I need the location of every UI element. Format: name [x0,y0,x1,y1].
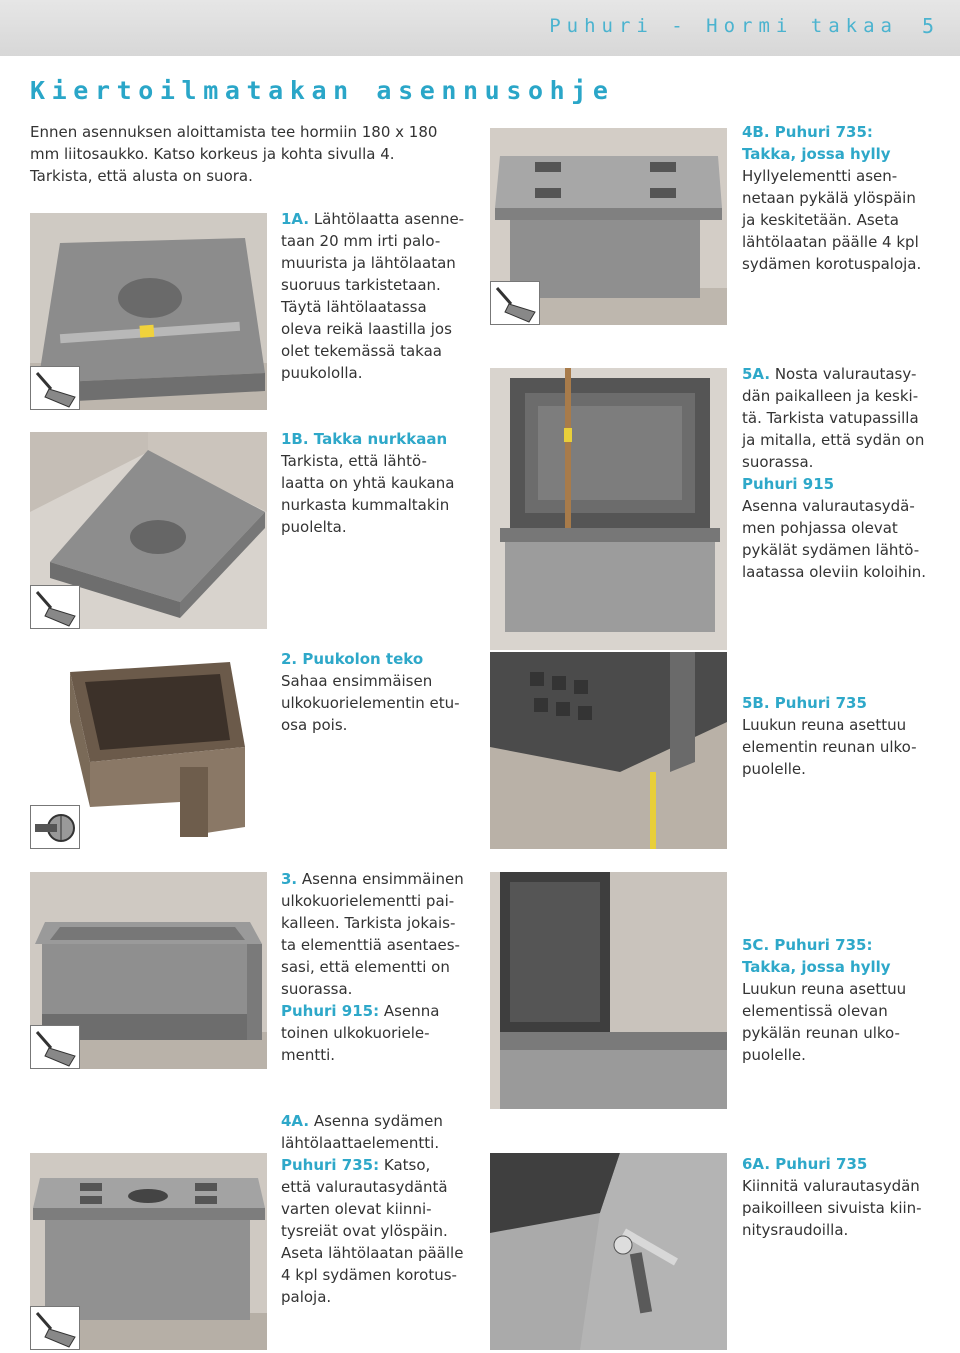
step-4a-text: 4A. Asenna sydämen lähtölaattaelementti. Puhuri 735: Katso, että valurautasydäntä varten olevat kiinni- tysreiät ovat ylöspäin. Aseta lähtölaatan päälle 4 kpl sydämen korotus- paloja. [281,1112,464,1306]
photo-2-wood-nook [30,652,267,849]
step-5a-text: 5A. Nosta valurautasy- dän paikalleen ja keski- tä. Tarkista vatupassilla ja mitalla, että sydän on suorassa. Puhuri 915 Asenna valurautasydä- men pohjassa olevat pykälät sydämen lähtö- laatassa oleviin koloihin. [742,365,927,581]
photo-3-outer-shell [30,872,267,1069]
step-1a-text: 1A. Lähtölaatta asenne- taan 20 mm irti palo- muurista ja lähtölaatan suoruus tarkistetaan. Täytä lähtölaatassa oleva reikä laastilla jos olet tekemässä takaa puukololla. [281,210,465,382]
angle-grinder-icon [30,805,80,849]
photo-1b-corner-slab [30,432,267,629]
photo-5b-door-edge [490,652,727,849]
document-title: Kiertoilmatakan asennusohje [30,76,615,105]
photo-6a-fastening [490,1153,727,1350]
trowel-icon [30,1306,80,1350]
step-3-text: 3. Asenna ensimmäinen ulkokuorielementti pai- kalleen. Tarkista jokais- ta elementtiä asentaes- sasi, että elementti on suorassa. Puhuri 915: Asenna toinen ulkokuoriele- mentti. [281,870,464,1064]
photo-5a-cast-iron-core [490,368,727,650]
step-5b-text: 5B. Puhuri 735 Luukun reuna asettuu elementin reunan ulko- puolelle. [742,694,917,778]
step-4b-text: 4B. Puhuri 735: Takka, jossa hylly Hyllyelementti asen- netaan pykälä ylöspäin ja keskitetään. Aseta lähtölaatan päälle 4 kpl sydämen korotuspaloja. [742,123,922,273]
step-1b-text: 1B. Takka nurkkaan Tarkista, että lähtö- laatta on yhtä kaukana nurkasta kummaltakin puolelta. [281,430,455,536]
step-5c-text: 5C. Puhuri 735: Takka, jossa hylly Luukun reuna asettuu elementissä olevan pykälän reunan ulko- puolelle. [742,936,907,1064]
trowel-icon [30,585,80,629]
page-number: 5 [921,14,934,38]
intro-text: Ennen asennuksen aloittamista tee hormiin 180 x 180 mm liitosaukko. Katso korkeus ja kohta sivulla 4. Tarkista, että alusta on suora. [30,123,438,185]
trowel-icon [30,366,80,410]
photo-1a-start-slab [30,213,267,410]
step-6a-text: 6A. Puhuri 735 Kiinnitä valurautasydän paikoilleen sivuista kiin- nitysraudoilla. [742,1155,922,1239]
photo-5c-door-shelf [490,872,727,1109]
header-title: Puhuri - Hormi takaa [549,15,898,37]
photo-4a-core-slab [30,1153,267,1350]
trowel-icon [30,1025,80,1069]
trowel-icon [490,281,540,325]
step-2-text: 2. Puukolon teko Sahaa ensimmäisen ulkokuorielementin etu- osa pois. [281,650,460,734]
photo-4b-shelf-element [490,128,727,325]
